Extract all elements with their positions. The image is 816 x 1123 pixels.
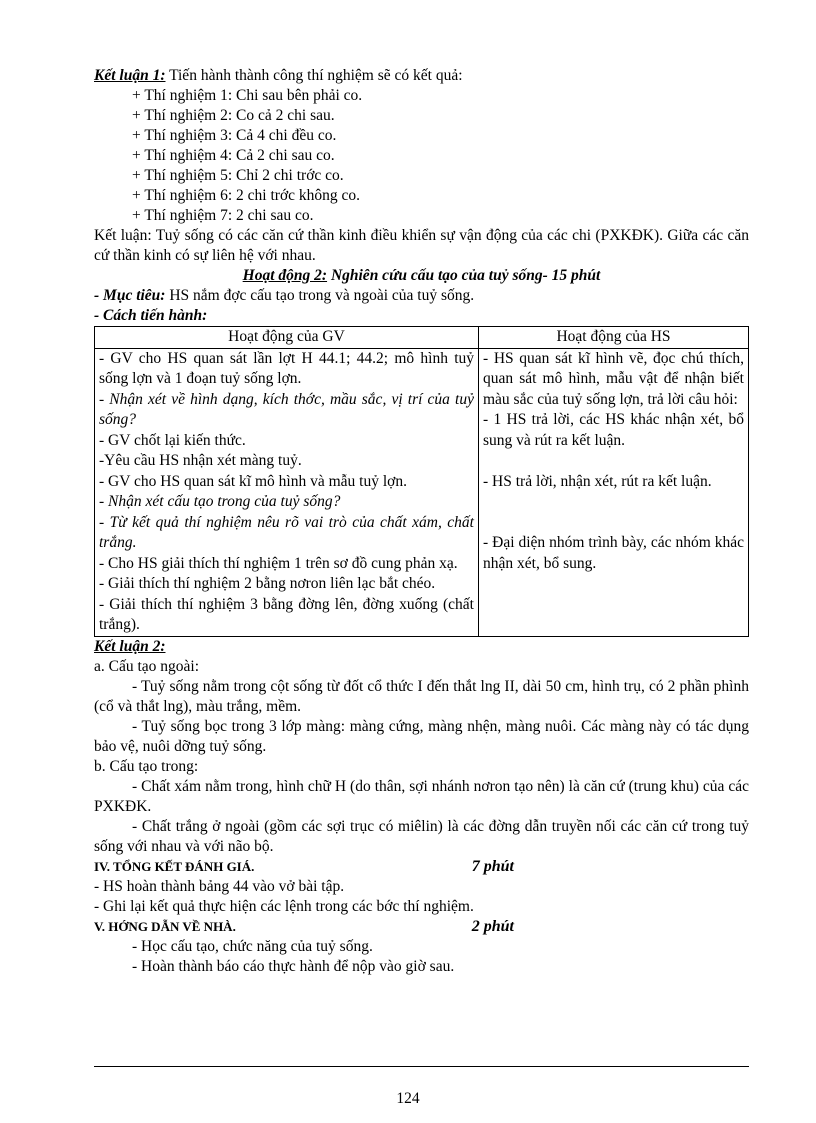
gv-item: -Yêu cầu HS nhận xét màng tuỷ. [99,452,302,469]
gv-activities [95,348,479,636]
conclusion2-a-title: a. Cấu tạo ngoài: [94,657,200,675]
experiment-result-2: + Thí nghiệm 2: Co cả 2 chi sau. [132,107,335,124]
experiment-result-7: + Thí nghiệm 7: 2 chi sau co. [132,207,314,224]
hs-item: - 1 HS trả lời, các HS khác nhận xét, bổ sung và rút ra kết luận. [483,411,744,449]
experiment-result-3: + Thí nghiệm 3: Cả 4 chi đều co. [132,127,337,144]
goal-label: - Mục tiêu: [94,287,166,304]
activity2-method: - Cách tiến hành: [94,307,208,324]
gv-item: - Nhận xét về hình dạng, kích thớc, mầu sắc, vị trí của tuỷ sống? [99,390,474,428]
experiment-result-1: + Thí nghiệm 1: Chi sau bên phải co. [132,87,363,104]
gv-item: - Cho HS giải thích thí nghiệm 1 trên sơ đồ cung phản xạ. [99,554,458,572]
section5-item: - Hoàn thành báo cáo thực hành để nộp vào giờ sau. [132,957,455,975]
conclusion1-summary: Kết luận: Tuỷ sống có các căn cứ thần kinh điều khiển sự vận động của các chi (PXKĐK). Giữa các căn cứ thần kinh có sự liên hệ với nhau. [94,227,749,264]
gv-item: - Giải thích thí nghiệm 2 bằng nơron liên lạc bắt chéo. [99,575,436,592]
experiment-result-4: + Thí nghiệm 4: Cả 2 chi sau co. [132,147,335,164]
section4-time: 7 phút [471,857,514,875]
header-gv: Hoạt động của GV [95,327,479,349]
section4-item: - Ghi lại kết quả thực hiện các lệnh trong các bớc thí nghiệm. [94,897,474,915]
experiment-result-6: + Thí nghiệm 6: 2 chi trớc không co. [132,187,361,204]
hs-spacer [483,492,744,533]
section5-item: - Học cấu tạo, chức năng của tuỷ sống. [132,937,373,955]
gv-item: - GV cho HS quan sát kĩ mô hình và mẫu tuỷ lợn. [99,472,407,490]
activity2-label: Hoạt động 2: [242,267,328,284]
conclusion2-b-item: - Chất trắng ở ngoài (gồm các sợi trục có miêlin) là các đờng dẫn truyền nối các căn cứ trong tuỷ sống với nhau và với não bộ. [94,817,749,855]
section4-heading [94,857,534,877]
gv-item: - Từ kết quả thí nghiệm nêu rõ vai trò của chất xám, chất trắng. [99,513,474,551]
section4-label: IV. TỔNG KẾT ĐÁNH GIÁ. [94,858,255,874]
activity2-heading [94,266,749,286]
goal-text: HS nắm đợc cấu tạo trong và ngoài của tuỷ sống. [165,287,475,304]
experiment-result-5: + Thí nghiệm 5: Chỉ 2 chi trớc co. [132,167,344,184]
hs-item: - HS trả lời, nhận xét, rút ra kết luận. [483,472,712,490]
table-row [95,348,749,636]
hs-item: - HS quan sát kĩ hình vẽ, đọc chú thích, quan sát mô hình, mẫu vật để nhận biết màu sắc của tuỷ sống lợn, trả lời câu hỏi: [483,349,744,408]
section4-item: - HS hoàn thành bảng 44 vào vở bài tập. [94,877,345,895]
conclusion1-intro-text: Tiến hành thành công thí nghiệm sẽ có kết quả: [165,67,463,84]
activity-table [94,326,749,637]
conclusion1-intro [94,66,749,86]
section5-label: V. HỚNG DẪN VỀ NHÀ. [94,918,236,934]
table-header-row [95,327,749,349]
conclusion2-label: Kết luận 2: [94,637,166,655]
document-page [94,66,749,977]
gv-item: - Giải thích thí nghiệm 3 bằng đờng lên, đờng xuống (chất trắng). [99,595,474,633]
gv-item: - GV cho HS quan sát lần lợt H 44.1; 44.2; mô hình tuỷ sống lợn và 1 đoạn tuỷ sống lợn. [99,349,474,387]
page-number: 124 [396,1090,420,1107]
conclusion2-b-item: - Chất xám nằm trong, hình chữ H (do thân, sợi nhánh nơron tạo nên) là căn cứ (trung khu) của các PXKĐK. [94,777,749,815]
section5-heading [94,917,514,937]
conclusion1-label: Kết luận 1: [94,67,166,84]
conclusion2-a-item: - Tuỷ sống nằm trong cột sống từ đốt cổ thức I đến thắt lng II, dài 50 cm, hình trụ, có 2 phần phình (cổ và thắt lng), màu trắng, mềm. [94,677,749,715]
footer-divider [94,1066,749,1067]
gv-item: - Nhận xét cấu tạo trong của tuỷ sống? [99,493,341,510]
gv-item: - GV chốt lại kiến thức. [99,431,246,449]
hs-spacer [483,451,744,472]
conclusion2-a-item: - Tuỷ sống bọc trong 3 lớp màng: màng cứng, màng nhện, màng nuôi. Các màng này có tác dụng bảo vệ, nuôi dỡng tuỷ sống. [94,717,749,755]
header-hs: Hoạt động của HS [479,327,749,349]
hs-item: - Đại diện nhóm trình bày, các nhóm khác nhận xét, bổ sung. [483,534,744,572]
activity2-title: Nghiên cứu cấu tạo của tuỷ sống- 15 phút [327,267,601,284]
conclusion2-b-title: b. Cấu tạo trong: [94,757,199,775]
hs-activities [479,348,749,636]
section5-time: 2 phút [471,917,514,935]
activity2-goal [94,286,749,306]
